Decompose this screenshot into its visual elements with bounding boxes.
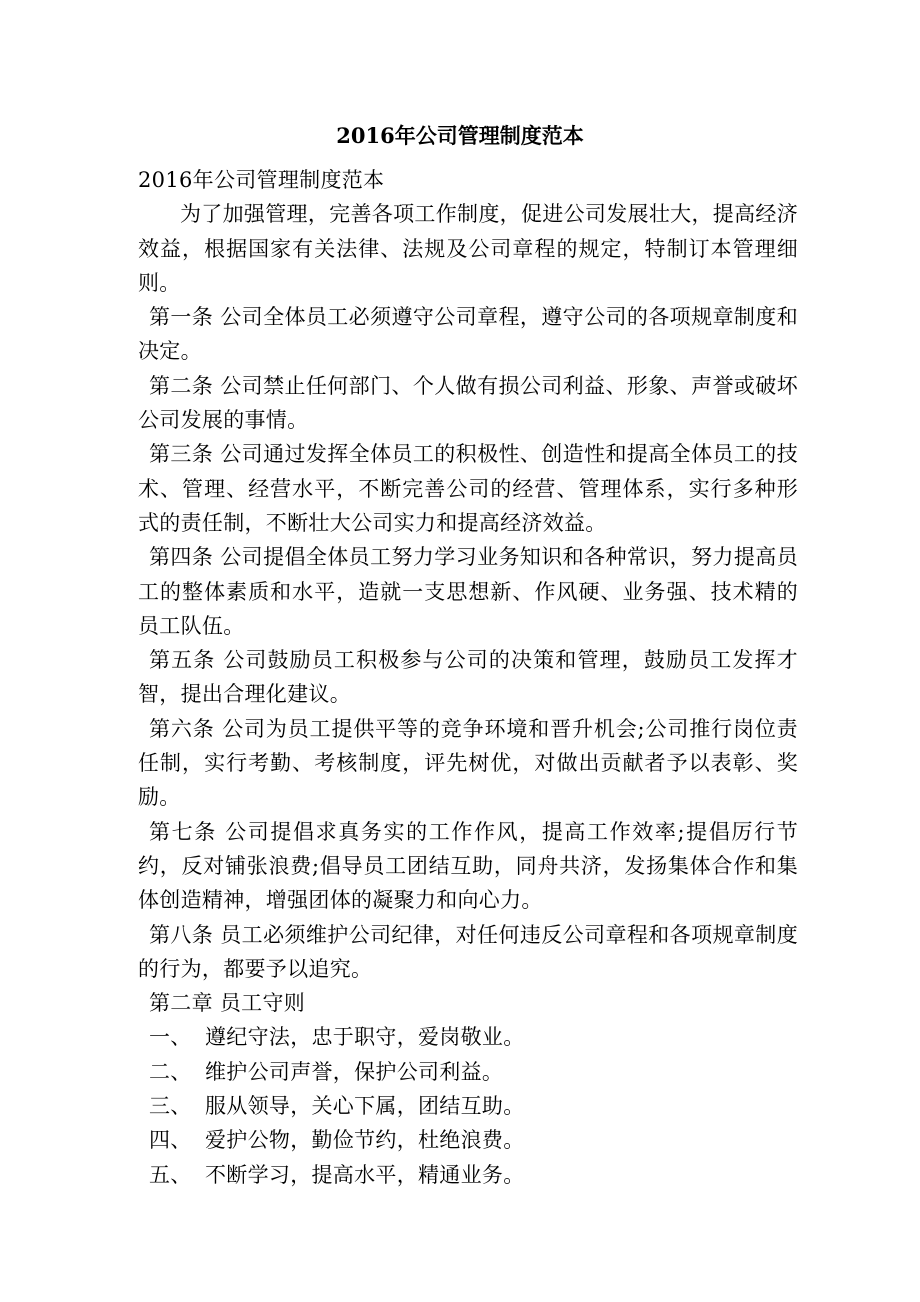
rule-number: 三、: [149, 1094, 192, 1119]
rule-number: 五、: [149, 1162, 192, 1187]
article-2: 第二条 公司禁止任何部门、个人做有损公司利益、形象、声誉或破坏公司发展的事情。: [138, 373, 798, 433]
article-6: 第六条 公司为员工提供平等的竞争环境和晋升机会;公司推行岗位责任制，实行考勤、考核制度，评先树优，对做出贡献者予以表彰、奖励。: [138, 716, 798, 810]
rule-number: 一、: [149, 1025, 192, 1050]
rule-item-4: [138, 1123, 798, 1157]
chapter-heading: 第二章 员工守则: [149, 991, 306, 1016]
document-body: [138, 163, 798, 1192]
rule-number: 四、: [149, 1128, 192, 1153]
rule-text: 爱护公物，勤俭节约，杜绝浪费。: [205, 1128, 525, 1153]
article-8: 第八条 员工必须维护公司纪律，对任何违反公司章程和各项规章制度的行为，都要予以追究。: [138, 922, 798, 981]
article-4: 第四条 公司提倡全体员工努力学习业务知识和各种常识，努力提高员工的整体素质和水平，造就一支思想新、作风硬、业务强、技术精的员工队伍。: [138, 545, 798, 638]
rule-item-2: [138, 1055, 798, 1089]
intro-paragraph: 为了加强管理，完善各项工作制度，促进公司发展壮大，提高经济效益，根据国家有关法律、法规及公司章程的规定，特制订本管理细则。: [138, 202, 798, 295]
rule-item-5: [138, 1158, 798, 1192]
article-5: 第五条 公司鼓励员工积极参与公司的决策和管理，鼓励员工发挥才智，提出合理化建议。: [138, 648, 798, 707]
rule-item-3: [138, 1089, 798, 1123]
rule-item-1: [138, 1020, 798, 1054]
article-1: 第一条 公司全体员工必须遵守公司章程，遵守公司的各项规章制度和决定。: [138, 305, 798, 364]
article-7: 第七条 公司提倡求真务实的工作作风，提高工作效率;提倡厉行节约，反对铺张浪费;倡导员工团结互助，同舟共济，发扬集体合作和集体创造精神，增强团体的凝聚力和向心力。: [138, 819, 798, 913]
rule-text: 维护公司声誉，保护公司利益。: [205, 1059, 504, 1084]
document-subtitle: 2016年公司管理制度范本: [138, 168, 385, 192]
rule-text: 不断学习，提高水平，精通业务。: [205, 1162, 525, 1187]
document-title: 2016年公司管理制度范本: [336, 123, 584, 148]
rule-text: 遵纪守法，忠于职守，爱岗敬业。: [205, 1025, 525, 1050]
rule-number: 二、: [149, 1059, 192, 1084]
article-3: 第三条 公司通过发挥全体员工的积极性、创造性和提高全体员工的技术、管理、经营水平，不断完善公司的经营、管理体系，实行多种形式的责任制，不断壮大公司实力和提高经济效益。: [138, 442, 798, 535]
rule-text: 服从领导，关心下属，团结互助。: [205, 1094, 525, 1119]
